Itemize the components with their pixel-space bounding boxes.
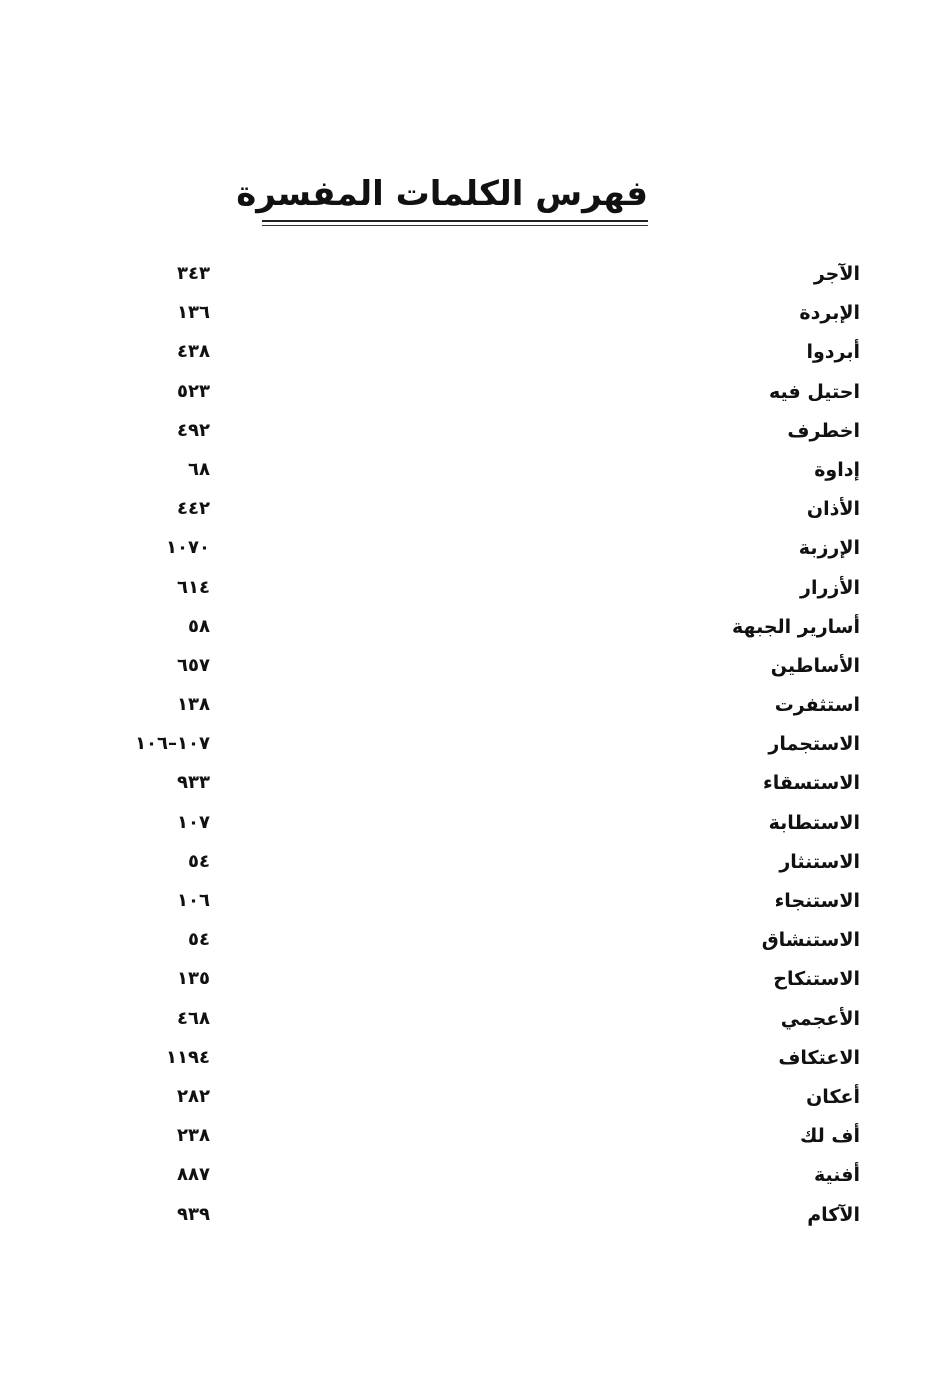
index-term: الأزرار <box>800 576 860 599</box>
index-page-ref: ٥٤ <box>188 929 210 951</box>
index-term: الاستنجاء <box>774 890 860 912</box>
index-page-ref: ٦١٤ <box>177 576 210 598</box>
index-entry <box>100 530 860 569</box>
index-page-ref: ٩٣٩ <box>177 1203 210 1225</box>
index-page-ref: ٤٣٨ <box>177 341 210 363</box>
index-page-ref: ٣٤٣ <box>177 263 210 284</box>
index-term: استثفرت <box>774 694 860 717</box>
index-entry <box>100 374 860 413</box>
index-term: الاستنشاق <box>761 929 860 952</box>
index-entry <box>100 765 860 804</box>
index-entry <box>100 413 860 452</box>
index-term: الاعتكاف <box>778 1046 860 1069</box>
index-term: الاستجمار <box>768 733 860 756</box>
index-entry <box>100 687 860 726</box>
index-term: احتيل فيه <box>768 380 860 403</box>
index-entry <box>100 961 860 1000</box>
index-entry <box>100 256 860 295</box>
index-entry <box>100 452 860 491</box>
index-entry <box>100 1001 860 1040</box>
index-page-ref: ٢٣٨ <box>177 1125 210 1147</box>
index-term: الآكام <box>807 1203 860 1226</box>
index-page-ref: ١٣٨ <box>177 694 210 716</box>
index-page-ref: ٦٥٧ <box>177 654 210 676</box>
index-entry <box>100 1079 860 1118</box>
index-term: أفنية <box>814 1164 860 1187</box>
index-entry <box>100 609 860 648</box>
index-page-ref: ٦٨ <box>188 458 210 480</box>
index-page-ref: ٤٤٢ <box>177 498 210 520</box>
index-term: اخطرف <box>787 419 860 442</box>
index-entry <box>100 295 860 334</box>
index-page-ref: ١٠٧٠ <box>166 537 210 559</box>
index-entry <box>100 1040 860 1079</box>
index-entry <box>100 1118 860 1157</box>
index-term: الاستنثار <box>779 850 860 873</box>
index-entry <box>100 1197 860 1236</box>
index-page-ref: ٤٩٢ <box>177 419 210 441</box>
title-underline-secondary <box>262 225 648 226</box>
title-underline <box>262 220 648 222</box>
index-term: أبردوا <box>806 341 860 364</box>
index-page-ref: ٥٨ <box>188 615 210 637</box>
index-page-ref: ٥٤ <box>188 850 210 872</box>
index-term: الآجر <box>813 263 860 285</box>
index-entry <box>100 726 860 765</box>
index-term: إداوة <box>814 458 860 481</box>
index-term: الإبردة <box>799 302 860 325</box>
index-entry <box>100 491 860 530</box>
index-entry <box>100 648 860 687</box>
index-page-ref: ٤٦٨ <box>177 1007 210 1029</box>
index-entry <box>100 922 860 961</box>
index-page-ref: ١٣٦ <box>177 302 210 324</box>
index-term: أسارير الجبهة <box>732 615 860 638</box>
index-page-ref: ١٠٧–١٠٦ <box>135 733 210 755</box>
index-list <box>100 256 860 1236</box>
index-page-ref: ٩٣٣ <box>177 772 210 794</box>
index-page-ref: ١١٩٤ <box>166 1046 210 1068</box>
index-term: أعكان <box>806 1085 860 1108</box>
index-page-ref: ١٣٥ <box>177 968 210 990</box>
index-term: الأذان <box>806 498 860 521</box>
index-page-ref: ١٠٦ <box>177 890 210 911</box>
index-term: الاستطابة <box>768 811 860 834</box>
index-page-ref: ١٠٧ <box>177 811 210 833</box>
index-term: الأعجمي <box>780 1007 860 1030</box>
index-term: أف لك <box>799 1125 860 1148</box>
index-entry <box>100 334 860 373</box>
index-title: فهرس الكلمات المفسرة <box>236 174 648 214</box>
index-term: الاستسقاء <box>763 772 860 795</box>
index-entry <box>100 805 860 844</box>
index-entry <box>100 1157 860 1196</box>
index-page-ref: ٢٨٢ <box>177 1085 210 1107</box>
index-term: الإرزبة <box>798 537 860 560</box>
index-title-block <box>236 172 648 226</box>
index-entry <box>100 570 860 609</box>
index-page-ref: ٥٢٣ <box>177 380 210 402</box>
index-term: الأساطين <box>770 654 860 677</box>
index-term: الاستنكاح <box>773 968 860 991</box>
index-entry <box>100 844 860 883</box>
index-entry <box>100 883 860 922</box>
index-page-ref: ٨٨٧ <box>177 1164 210 1186</box>
